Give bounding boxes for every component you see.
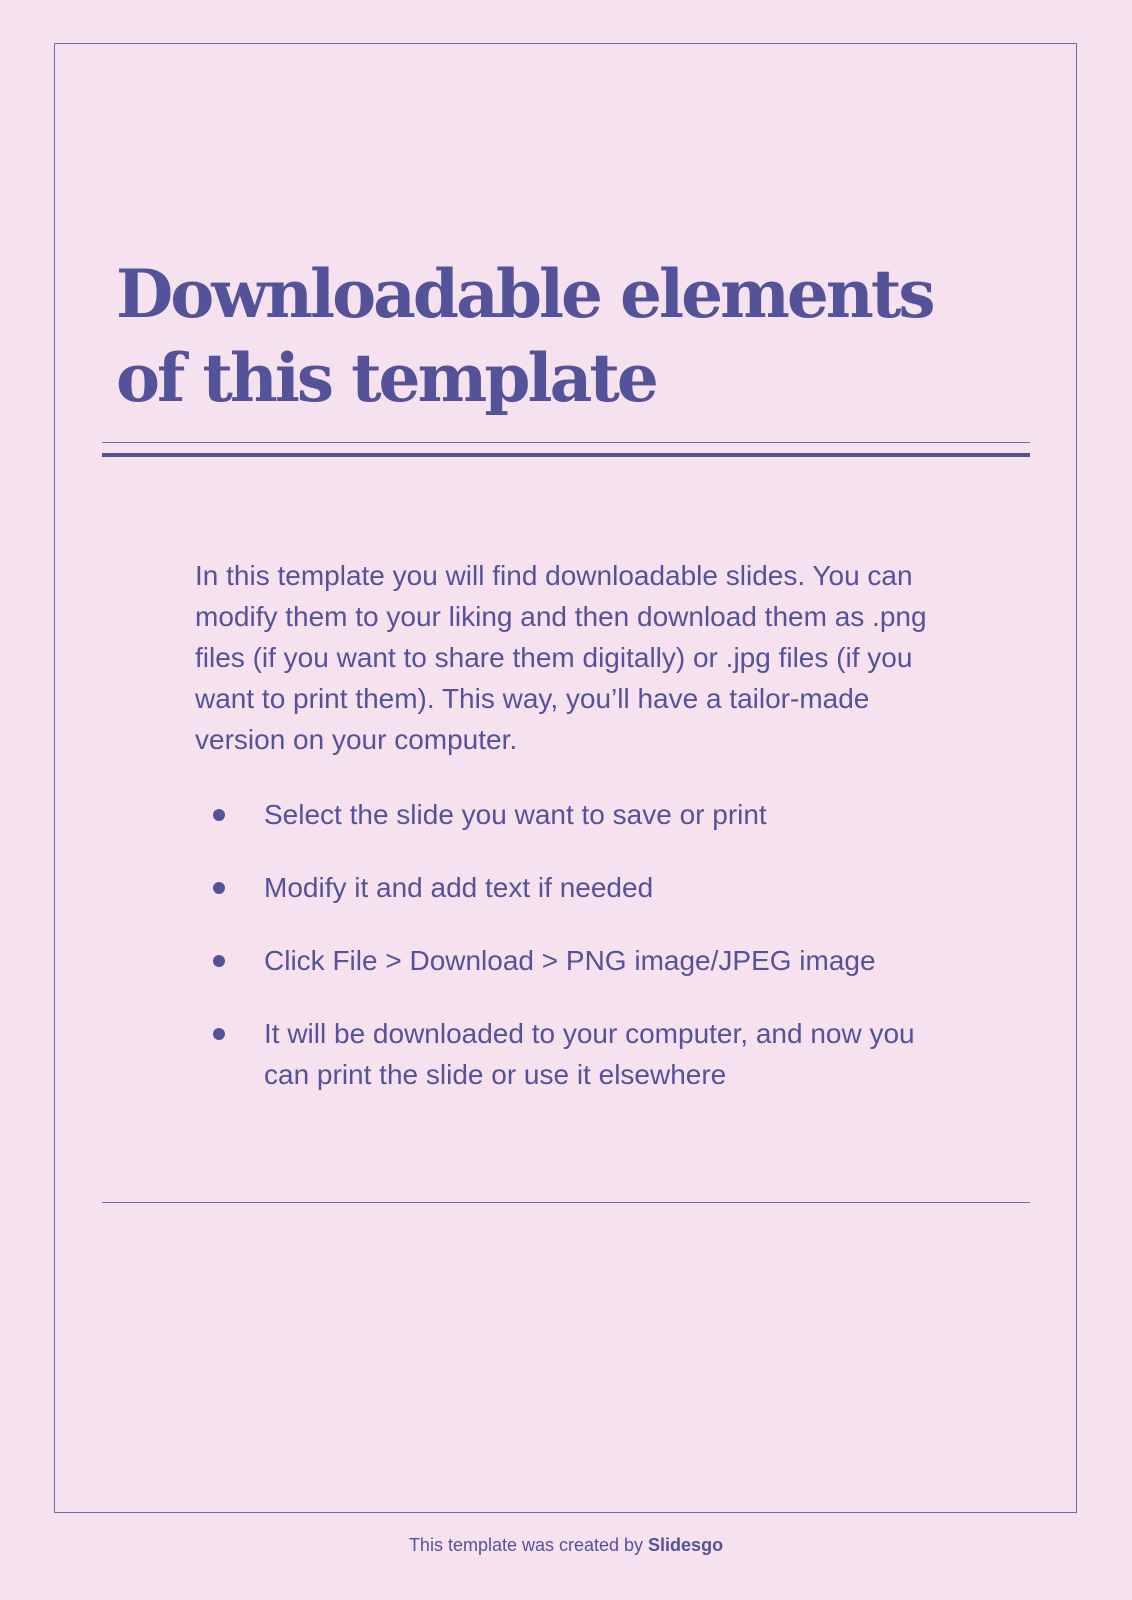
steps-list xyxy=(195,794,955,1127)
step-item xyxy=(195,940,955,981)
step-item xyxy=(195,867,955,908)
title-divider-thin xyxy=(102,442,1030,443)
bullet-icon xyxy=(213,809,225,821)
intro-paragraph: In this template you will find downloadable slides. You can modify them to your liking and then download them as .png files (if you want to share them digitally) or .jpg files (if you want to print them). This way, you’ll have a tailor-made version on your computer. xyxy=(195,560,927,755)
step-text: Modify it and add text if needed xyxy=(264,872,654,903)
footer-credit xyxy=(0,1533,1132,1557)
step-item xyxy=(195,1013,955,1095)
bullet-icon xyxy=(213,1028,225,1040)
step-item xyxy=(195,794,955,835)
footer-brand-link[interactable]: Slidesgo xyxy=(648,1535,724,1555)
page-title: Downloadable elements of this template xyxy=(116,255,933,417)
title-divider-thick xyxy=(102,453,1030,457)
bullet-icon xyxy=(213,955,225,967)
step-text: Select the slide you want to save or print xyxy=(264,799,767,830)
step-text: Click File > Download > PNG image/JPEG image xyxy=(264,945,876,976)
bottom-divider xyxy=(102,1202,1030,1203)
bullet-icon xyxy=(213,882,225,894)
footer-prefix: This template was created by xyxy=(408,1535,649,1555)
step-text: It will be downloaded to your computer, and now you can print the slide or use it elsewhere xyxy=(264,1018,915,1090)
